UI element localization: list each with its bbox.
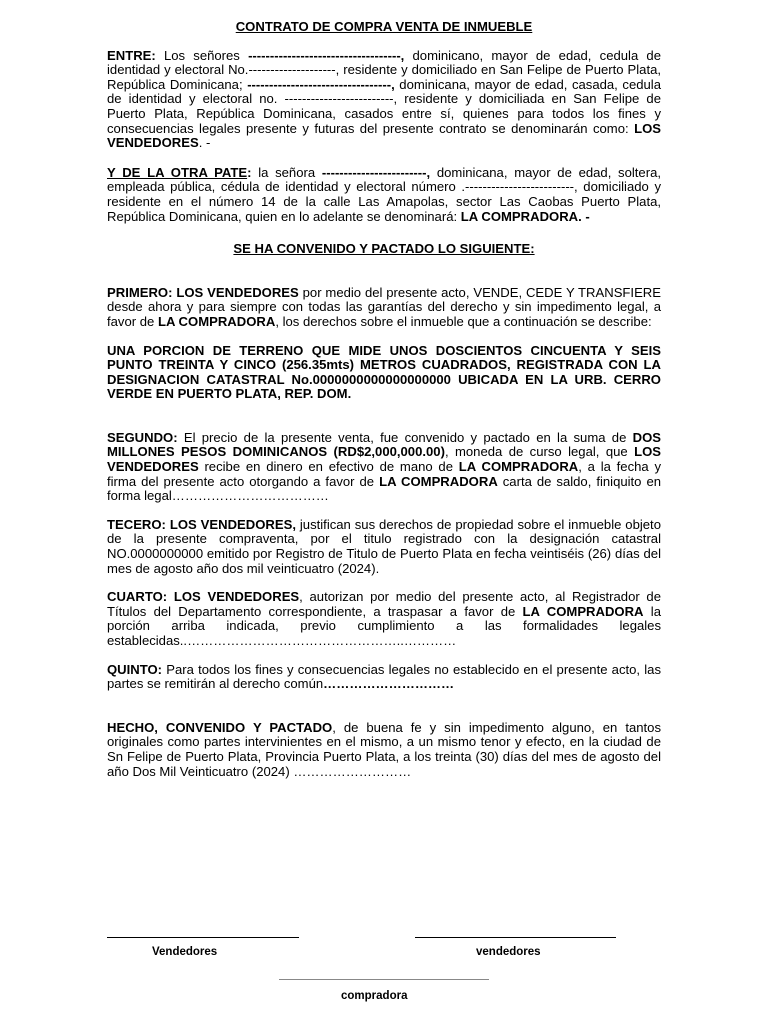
segundo-compradora-1: LA COMPRADORA (458, 459, 579, 475)
paragraph-quinto (107, 663, 661, 692)
otra-parte-label: Y DE LA OTRA PATE (107, 164, 248, 180)
cuarto-label: CUARTO: LOS VENDEDORES (107, 589, 300, 605)
segundo-text-2: , moneda de curso legal, que (444, 444, 635, 460)
primero-label: PRIMERO: LOS VENDEDORES (107, 284, 299, 300)
entre-text-1: Los señores (155, 47, 249, 63)
tercero-text-1: justifican sus derechos de propiedad sobre el inmueble objeto de la presente compraventa, por el titulo registrado con la designación catastral NO.0000000000 emitido por Registro de Titulo de Puerto Plata en fecha veintiséis (26) días del mes de agosto año dos mil veinticuatro (2024). (107, 516, 661, 576)
entre-blank-1: -----------------------------------, (248, 47, 405, 63)
paragraph-terreno: UNA PORCION DE TERRENO QUE MIDE UNOS DOSCIENTOS CINCUENTA Y SEIS PUNTO TREINTA Y CINCO (256.35mts) METROS CUADRADOS, REGISTRADA CON LA DESIGNACION CATASTRAL No.0000000000000000000 UBICADA EN LA URB. CERRO VERDE EN PUERTO PLATA, REP. DOM. (107, 342, 661, 402)
section-heading: SE HA CONVENIDO Y PACTADO LO SIGUIENTE: (233, 241, 535, 257)
entre-label: ENTRE: (107, 47, 156, 63)
entre-blank-2: ---------------------------------, (247, 76, 395, 92)
entre-vendedores: LOS VENDEDORES (107, 120, 661, 151)
contract-document (107, 20, 661, 779)
hecho-label: HECHO, CONVENIDO Y PACTADO (107, 719, 333, 735)
paragraph-hecho (107, 721, 661, 779)
primero-text-1: por medio del presente acto, VENDE, CEDE Y TRANSFIERE desde ahora y para siempre con todas las garantías del derecho y sin impedimento legal, a favor de (107, 284, 661, 329)
segundo-compradora-2: LA COMPRADORA (379, 473, 498, 489)
document-title: CONTRATO DE COMPRA VENTA DE INMUEBLE (235, 19, 533, 34)
tercero-label: TECERO: LOS VENDEDORES, (107, 516, 296, 532)
cuarto-compradora: LA COMPRADORA (522, 603, 644, 619)
otra-parte-colon: : (247, 164, 252, 180)
segundo-text-1: El precio de la presente venta, fue convenido y pactado en la suma de (177, 429, 633, 445)
signature-line-compradora (279, 979, 489, 980)
otra-text-2: dominicana, mayor de edad, soltera, empleada pública, cédula de identidad y electoral número .-------------------------, domiciliado y residente en el número 14 de la calle Las Amapolas, sector Las Caobas Puerto Plata, República Dominicana, quien en lo adelante se denominará: (107, 164, 661, 224)
primero-text-2: , los derechos sobre el inmueble que a continuación se describe: (275, 313, 652, 329)
otra-text-1: la señora (251, 164, 322, 180)
paragraph-tercero (107, 518, 661, 576)
hecho-text-1: , de buena fe y sin impedimento alguno, en tantos originales como partes intervinientes en el mismo, a un mismo tenor y efecto, en la ciudad de Sn Felipe de Puerto Plata, Provincia Puerto Plata, a los treinta (30) días del mes de agosto del año Dos Mil Veinticuatro (2024) ……………………… (107, 719, 661, 779)
otra-compradora: LA COMPRADORA. - (460, 208, 590, 224)
signature-label-vendedores-right: vendedores (476, 946, 541, 958)
signature-line-right (415, 937, 616, 938)
entre-text-2: dominicano, mayor de edad, cedula de identidad y electoral No.--------------------, residente y domiciliado en San Felipe de Puerto Plata, República Dominicana; (107, 47, 661, 92)
paragraph-otra-parte (107, 166, 661, 224)
paragraph-cuarto (107, 590, 661, 648)
paragraph-segundo (107, 431, 661, 504)
segundo-label: SEGUNDO: (107, 429, 178, 445)
entre-text-3: dominicana, mayor de edad, casada, cedula de identidad y electoral no. -------------------------, residente y domiciliada en San Felipe de Puerto Plata, República Dominicana, casados entre sí, quienes para todos los fines y consecuencias legales presente y futuras del presente contrato se denominarán como: (107, 76, 661, 136)
segundo-monto: DOS MILLONES PESOS DOMINICANOS (RD$2,000,000.00) (107, 429, 661, 460)
quinto-dots: ………………………… (323, 676, 455, 692)
cuarto-text-1: , autorizan por medio del presente acto, al Registrador de Títulos del Departamento correspondiente, a traspasar a favor de (107, 589, 661, 619)
signature-label-compradora: compradora (341, 990, 408, 1002)
paragraph-entre (107, 49, 661, 151)
segundo-text-3: recibe en dinero en efectivo de mano de (198, 459, 459, 475)
entre-text-4: . - (198, 135, 211, 151)
cuarto-text-2: la porción arriba indicada, previo cumplimiento a las formalidades legales establecidas..…………………………………………..………… (107, 603, 661, 648)
paragraph-primero (107, 286, 661, 330)
segundo-vendedores: LOS VENDEDORES (107, 444, 661, 475)
signature-label-vendedores-left: Vendedores (152, 946, 218, 958)
quinto-text-1: Para todos los fines y consecuencias legales no establecido en el presente acto, las partes se remitirán al derecho común (107, 661, 661, 692)
primero-compradora: LA COMPRADORA (157, 313, 276, 329)
signature-line-left (107, 937, 299, 938)
quinto-label: QUINTO: (107, 661, 163, 677)
segundo-text-4: , a la fecha y firma del presente acto otorgando a favor de (107, 459, 661, 489)
otra-blank: ------------------------, (321, 164, 431, 180)
segundo-text-5: carta de saldo, finiquito en forma legal……………………………… (107, 473, 662, 504)
